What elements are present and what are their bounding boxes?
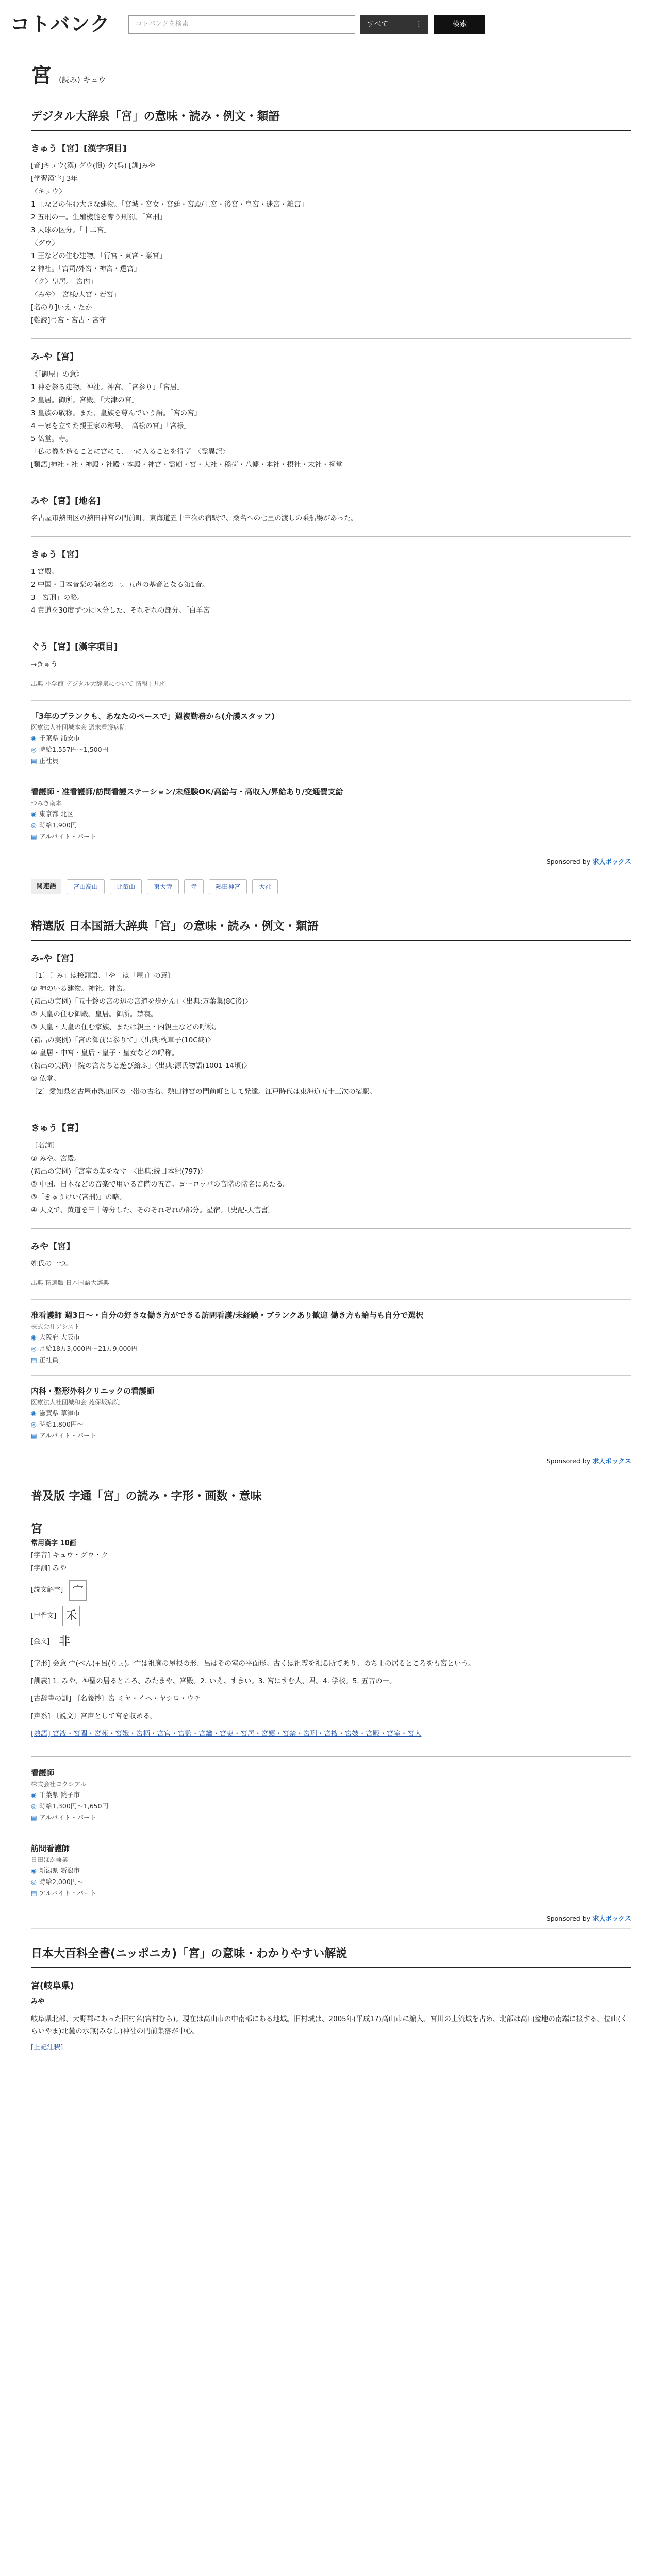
job-ad-employer: 医療法人社団城本会 週末看護病院 [31, 723, 126, 731]
entry-line: →きゅう [31, 660, 58, 669]
entry-line: 5 仏堂。寺。 [31, 434, 73, 443]
related-tag[interactable]: 比叡山 [110, 879, 142, 894]
sponsor-brand[interactable]: 求人ボックス [592, 857, 631, 866]
job-ad-card[interactable] [31, 776, 631, 852]
entry-line: (初出の実例)「院の宮たちと遊び給ふ」〈出典:源氏物語(1001-14頃)〉 [31, 1062, 251, 1071]
location-icon: ◉ [31, 734, 37, 742]
entry-line: 〈みや〉「宮様/大宮・若宮」 [31, 291, 121, 299]
job-ad-detail [31, 1354, 631, 1366]
main-content [0, 60, 662, 2064]
job-ad-card[interactable] [31, 700, 631, 776]
job-ad-detail [31, 1332, 631, 1343]
entry-line: ② 天皇の住む御殿。皇居。御所。禁裏。 [31, 1010, 158, 1019]
dictionary-title: デジタル大辞泉「宮」の意味・読み・例文・類語 [31, 99, 631, 131]
entry-line: [類語]神社・社・神殿・社殿・本殿・神宮・霊廟・宮・大社・稲荷・八幡・本社・摂社・末社・祠堂 [31, 460, 343, 469]
job-ad-detail-text: 大阪府 大阪市 [39, 1333, 80, 1341]
job-ad-card[interactable] [31, 1833, 631, 1908]
glyph-form-label: [金文] [31, 1637, 50, 1646]
sponsor-label: Sponsored by [546, 1456, 591, 1465]
entry-heading: ぐう【宮】[漢字項目] [31, 642, 118, 653]
entry-paragraph: [声系] 〔説文〕宮声として宮を収める。 [31, 1711, 157, 1720]
job-ad-detail-text: 時給1,557円〜1,500円 [39, 745, 109, 753]
job-ad-title[interactable]: 准看護師 週3日〜・自分の好きな働き方ができる訪問看護/未経験・ブランクあり歓迎 働き方も給与も自分で選択 [31, 1310, 424, 1320]
entry-line: ② 中国、日本などの音楽で用いる音階の五音。ヨーロッパの音階の階名にあたる。 [31, 1180, 290, 1189]
employment-type-icon: ▤ [31, 832, 37, 840]
entry-heading: 宮(岐阜県) [31, 1981, 74, 1992]
job-ad-detail-text: 時給1,800円〜 [39, 1420, 84, 1428]
location-icon: ◉ [31, 809, 37, 818]
entry-section [31, 941, 631, 1110]
employment-type-icon: ▤ [31, 1431, 37, 1439]
entry-section [31, 1110, 631, 1228]
employment-type-icon: ▤ [31, 1355, 37, 1364]
salary-icon: ◎ [31, 1344, 37, 1352]
source-note: 出典 精選版 日本国語大辞典 [31, 1279, 109, 1286]
entry-line: 1 宮殿。 [31, 568, 59, 577]
entry-heading: み‐や【宮】 [31, 352, 79, 363]
entry-line: 〈ク〉皇居。「宮内」 [31, 278, 97, 286]
entry-paragraph: [字形] 会意 宀(べん)+呂(りょ)。宀は祖廟の屋根の形、呂はその室の平面形。古くは祖霊を祀る所であり、のち王の居るところをも宮という。 [31, 1659, 475, 1668]
sponsor-line [31, 852, 631, 872]
job-ad-detail-text: 千葉県 浦安市 [39, 734, 80, 742]
job-ad-detail-text: アルバイト・パート [39, 1813, 97, 1821]
entry-section [31, 1968, 631, 2064]
job-ad-detail [31, 1865, 631, 1876]
job-ad-detail-text: 正社員 [39, 1355, 59, 1364]
job-ads [31, 1299, 631, 1451]
search-button[interactable]: 検索 [434, 15, 485, 34]
entry-paragraph[interactable]: [熟語] 宮液・宮闈・宮苑・宮娥・宮柄・宮官・宮監・宮鑰・宮吏・宮居・宮嬪・宮禁・宮刑・宮掖・宮妓・宮殿・宮室・宮人 [31, 1729, 422, 1738]
entry-line: 1 王などの住む大きな建物。「宮城・宮女・宮廷・宮殿/王宮・後宮・皇宮・迷宮・離宮」 [31, 200, 308, 209]
search-input[interactable]: コトバンクを検索 [128, 15, 355, 34]
location-icon: ◉ [31, 1333, 37, 1341]
entry-section [31, 131, 631, 339]
entry-line: 2 五刑の一。生殖機能を奪う刑罰。「宮刑」 [31, 213, 167, 222]
entry-line: 4 黄道を30度ずつに区分した、それぞれの部分。「白羊宮」 [31, 606, 217, 615]
entry-body [31, 1258, 631, 1270]
glyph-form-label: [甲骨文] [31, 1612, 57, 1620]
job-ad-title[interactable]: 内科・整形外科クリニックの看護師 [31, 1386, 155, 1396]
related-tag[interactable]: 寺 [184, 879, 204, 894]
dictionary-title: 普及版 字通「宮」の読み・字形・画数・意味 [31, 1490, 262, 1503]
job-ad-detail-text: 新潟県 新潟市 [39, 1866, 80, 1874]
sponsor-label: Sponsored by [546, 1914, 591, 1922]
location-icon: ◉ [31, 1790, 37, 1799]
location-icon: ◉ [31, 1409, 37, 1417]
glyph-form-image: ⽲ [62, 1606, 80, 1626]
employment-type-icon: ▤ [31, 1813, 37, 1821]
job-ad-employer: 株式会社ヨクシアル [31, 1780, 87, 1788]
entry-line: 1 王などの住む建物。「行宮・東宮・楽宮」 [31, 252, 167, 261]
entry-line: (初出の実例)「宮室の美をなす」〈出典:続日本紀(797)〉 [31, 1167, 207, 1176]
entry-line: [音]キュウ(漢) グウ(慣) ク(呉) [訓]みや [31, 162, 156, 171]
entry-section [31, 537, 631, 629]
job-ad-employer: つみき南本 [31, 799, 62, 807]
related-terms [31, 872, 631, 902]
entry-line: [学習漢字] 3年 [31, 175, 78, 183]
source-note: 出典 小学館 デジタル大辞泉について 情報 | 凡例 [31, 680, 167, 687]
entry-body [31, 512, 631, 525]
entry-line: 1 神を祭る建物。神社。神宮。「宮参り」「宮居」 [31, 383, 184, 392]
entry-line: 2 皇居。御所。宮殿。「大津の宮」 [31, 396, 139, 404]
entry-reading: みや [31, 1998, 45, 2006]
job-ad-title[interactable]: 看護師・准看護師/訪問看護ステーション/未経験OK/高給与・高収入/昇給あり/交通費支給 [31, 787, 343, 796]
job-ad-detail [31, 831, 631, 842]
related-tag[interactable]: 大社 [252, 879, 278, 894]
job-ad-detail [31, 1801, 631, 1812]
entry-line: (初出の実例)「宮の御前に参りて」〈出典:枕草子(10C終)〉 [31, 1036, 214, 1045]
job-ad-detail-text: 東京都 北区 [39, 809, 74, 818]
job-ad-title[interactable]: 訪問看護師 [31, 1843, 70, 1853]
employment-type-icon: ▤ [31, 1889, 37, 1897]
job-ad-detail [31, 1343, 631, 1354]
job-ad-detail-text: 月給18万3,000円〜21万9,000円 [39, 1344, 138, 1352]
job-ad-detail-text: アルバイト・パート [39, 1889, 97, 1897]
headword [31, 60, 631, 92]
entry-section [31, 339, 631, 483]
entry-line: ④ 天文で、黄道を三十等分した、そのそれぞれの部分。星宿。〔史記-天官書〕 [31, 1206, 275, 1214]
job-ad-detail-text: アルバイト・パート [39, 832, 97, 840]
entry-line: ① みや。宮殿。 [31, 1154, 81, 1163]
job-ad-detail [31, 733, 631, 744]
entry-line: ③ 天皇・天皇の住む家族、または親王・内親王などの呼称。 [31, 1023, 221, 1032]
stroke-count: 常用漢字 10画 [31, 1539, 76, 1548]
job-ad-employer: 株式会社アシスト [31, 1323, 80, 1330]
job-ad-detail [31, 1789, 631, 1801]
related-tag[interactable]: 東大寺 [147, 879, 179, 894]
entry-paragraph: 岐阜県北部、大野郡にあった旧村名(宮村むら)。現在は高山市の中南部にある地域。旧村域は、2005年(平成17)高山市に編入。宮川の上流域を占め、北部は高山盆地の南端に接する。位山(くらいやま)北麓の水無(みなし)神社の門前集落が中心。 [31, 2014, 628, 2036]
entry-paragraph: [古辞書の訓] 〔名義抄〕宮 ミヤ・イヘ・ヤシロ・ウチ [31, 1694, 201, 1703]
entry-line: 〔2〕愛知県名古屋市熱田区の一帯の古名。熱田神宮の門前町として発達。江戸時代は東海道五十三次の宿駅。 [31, 1088, 377, 1096]
entry-body [31, 658, 631, 671]
related-tag[interactable]: 熱田神宮 [209, 879, 247, 894]
search-scope-label: すべて [367, 20, 389, 28]
entry-line: 3 皇族の敬称。また、皇族を尊んでいう語。「宮の宮」 [31, 409, 202, 417]
entry-section [31, 483, 631, 537]
entry-line: ⑤ 仏堂。 [31, 1075, 60, 1083]
entry-line: [字訓] みや [31, 1564, 67, 1572]
location-icon: ◉ [31, 1866, 37, 1874]
job-ad-detail-text: 時給1,300円〜1,650円 [39, 1802, 109, 1810]
site-header [0, 0, 662, 49]
job-ad-employer: 日田ほか兼業 [31, 1856, 69, 1863]
entry-heading: みや【宮】 [31, 1241, 75, 1252]
entry-line: 名古屋市熱田区の熱田神宮の門前町。東海道五十三次の宿駅で、桑名への七里の渡しの乗船場があった。 [31, 514, 358, 523]
salary-icon: ◎ [31, 745, 37, 753]
job-ads [31, 700, 631, 852]
entry-line: 《「御屋」の意》 [31, 370, 84, 379]
job-ad-detail [31, 1419, 631, 1430]
entry-section [31, 1510, 631, 1756]
sponsor-brand[interactable]: 求人ボックス [592, 1914, 631, 1922]
glyph-forms [31, 1580, 631, 1652]
job-ad-detail [31, 820, 631, 831]
entry-line: [名のり]いえ・たか [31, 303, 92, 312]
entry-line: 〔名詞〕 [31, 1141, 59, 1150]
entry-line: 「仏の像を造ることに宮にて、一に入ることを得ず」〈霊異記〉 [31, 447, 229, 456]
sponsor-line [31, 1908, 631, 1929]
job-ad-detail-text: 千葉県 銚子市 [39, 1790, 80, 1799]
glyph-form-image: ⾮ [56, 1632, 73, 1652]
entry-line: 姓氏の一つ。 [31, 1259, 73, 1268]
glyph-form-label: [説文解字] [31, 1586, 63, 1594]
job-ad-detail-text: 滋賀県 草津市 [39, 1409, 80, 1417]
entry-heading: きゅう【宮】 [31, 550, 84, 561]
kanji-heading: 宮 [31, 1523, 43, 1536]
glyph-form-image: ⼧ [69, 1580, 87, 1601]
chevron-down-icon: ⋮ [415, 20, 423, 28]
entry-line: [字音] キュウ・グウ・ク [31, 1551, 108, 1560]
entry-line: 〔1〕〔「み」は接頭語、「や」は「屋」〕の意〕 [31, 972, 175, 980]
job-ad-card[interactable] [31, 1375, 631, 1451]
sponsor-label: Sponsored by [546, 857, 591, 866]
entry-line: 2 中国・日本音楽の階名の一。五声の基音となる第1音。 [31, 581, 209, 589]
job-ad-detail-text: 正社員 [39, 756, 59, 765]
job-ad-title[interactable]: 「3年のブランクも、あなたのペースで」週複勤務から(介護スタッフ) [31, 711, 275, 721]
job-ad-detail [31, 1876, 631, 1888]
entry-heading: きゅう【宮】 [31, 1123, 84, 1134]
entry-line: 2 神社。「宮司/外宮・神宮・遷宮」 [31, 265, 141, 274]
job-ad-detail [31, 755, 631, 767]
dictionary-title: 精選版 日本国語大辞典「宮」の意味・読み・例文・類語 [31, 909, 631, 941]
entry-line: [難読]弓宮・宮古・宮守 [31, 316, 106, 325]
entry-line: 3 天球の区分。「十二宮」 [31, 226, 111, 235]
entry-line: ③「きゅうけい(宮刑)」の略。 [31, 1193, 126, 1201]
entry-section [31, 629, 631, 700]
entry-paragraph: [訓義] 1. みや、神聖の居るところ、みたまや、宮殿。2. いえ、すまい。3. 宮にすむ人、君。4. 学校。5. 五音の一。 [31, 1676, 396, 1685]
related-tag[interactable]: 宮山高山 [67, 879, 105, 894]
entry-section [31, 1229, 631, 1299]
job-ad-detail-text: 時給2,000円〜 [39, 1877, 84, 1886]
entry-line: 〈グウ〉 [31, 239, 59, 248]
entry-line: (初出の実例)「五十鈴の宮の辺の宮道を歩かん」〈出典:万葉集(8C後)〉 [31, 997, 252, 1006]
job-ad-detail [31, 1430, 631, 1442]
job-ad-detail [31, 1812, 631, 1823]
entry-heading: きゅう【宮】[漢字項目] [31, 144, 127, 155]
salary-icon: ◎ [31, 1877, 37, 1886]
entry-line: ④ 皇居・中宮・皇后・皇子・皇女などの呼称。 [31, 1049, 179, 1058]
entry-body [31, 566, 631, 617]
sponsor-line [31, 1451, 631, 1471]
headword-reading: (読み) キュウ [59, 75, 106, 84]
entry-heading: みや【宮】[地名] [31, 496, 101, 506]
search-scope-select[interactable] [360, 15, 428, 34]
dictionary-title: 日本大百科全書(ニッポニカ)「宮」の意味・わかりやすい解説 [31, 1936, 631, 1968]
entry-line: 〈キュウ〉 [31, 188, 66, 196]
job-ad-card[interactable] [31, 1757, 631, 1833]
entry-body [31, 368, 631, 471]
glyph-form-row [31, 1632, 631, 1652]
salary-icon: ◎ [31, 821, 37, 829]
employment-type-icon: ▤ [31, 756, 37, 765]
job-ad-title[interactable]: 看護師 [31, 1768, 55, 1777]
job-ads [31, 1757, 631, 1908]
job-ad-detail-text: 時給1,900円 [39, 821, 77, 829]
site-logo[interactable]: コトバンク [10, 13, 110, 36]
entry-line: 4 一家を立てた親王家の称号。「高松の宮」「宮様」 [31, 421, 191, 430]
entry-body [31, 160, 631, 327]
entry-line: ① 神のいる建物。神社。神宮。 [31, 985, 130, 993]
salary-icon: ◎ [31, 1802, 37, 1810]
entry-body [31, 970, 631, 1098]
glyph-form-row [31, 1606, 631, 1626]
entry-body [31, 1140, 631, 1217]
job-ad-detail [31, 1888, 631, 1899]
entry-heading: み‐や【宮】 [31, 953, 79, 964]
entry-line: 3「宮刑」の略。 [31, 594, 85, 602]
salary-icon: ◎ [31, 1420, 37, 1428]
page-title: 宮 [31, 64, 52, 88]
job-ad-detail [31, 744, 631, 755]
job-ad-detail [31, 1408, 631, 1419]
job-ad-employer: 医療法人社団城和会 苑保坂病院 [31, 1398, 120, 1406]
related-label: 関連語 [31, 879, 61, 894]
job-ad-detail-text: アルバイト・パート [39, 1431, 97, 1439]
annotation-link[interactable]: [上記注釈] [31, 2043, 63, 2052]
job-ad-detail [31, 808, 631, 820]
job-ad-card[interactable] [31, 1299, 631, 1375]
entry-body [31, 1549, 631, 1575]
glyph-form-row [31, 1580, 631, 1601]
sponsor-brand[interactable]: 求人ボックス [592, 1456, 631, 1465]
